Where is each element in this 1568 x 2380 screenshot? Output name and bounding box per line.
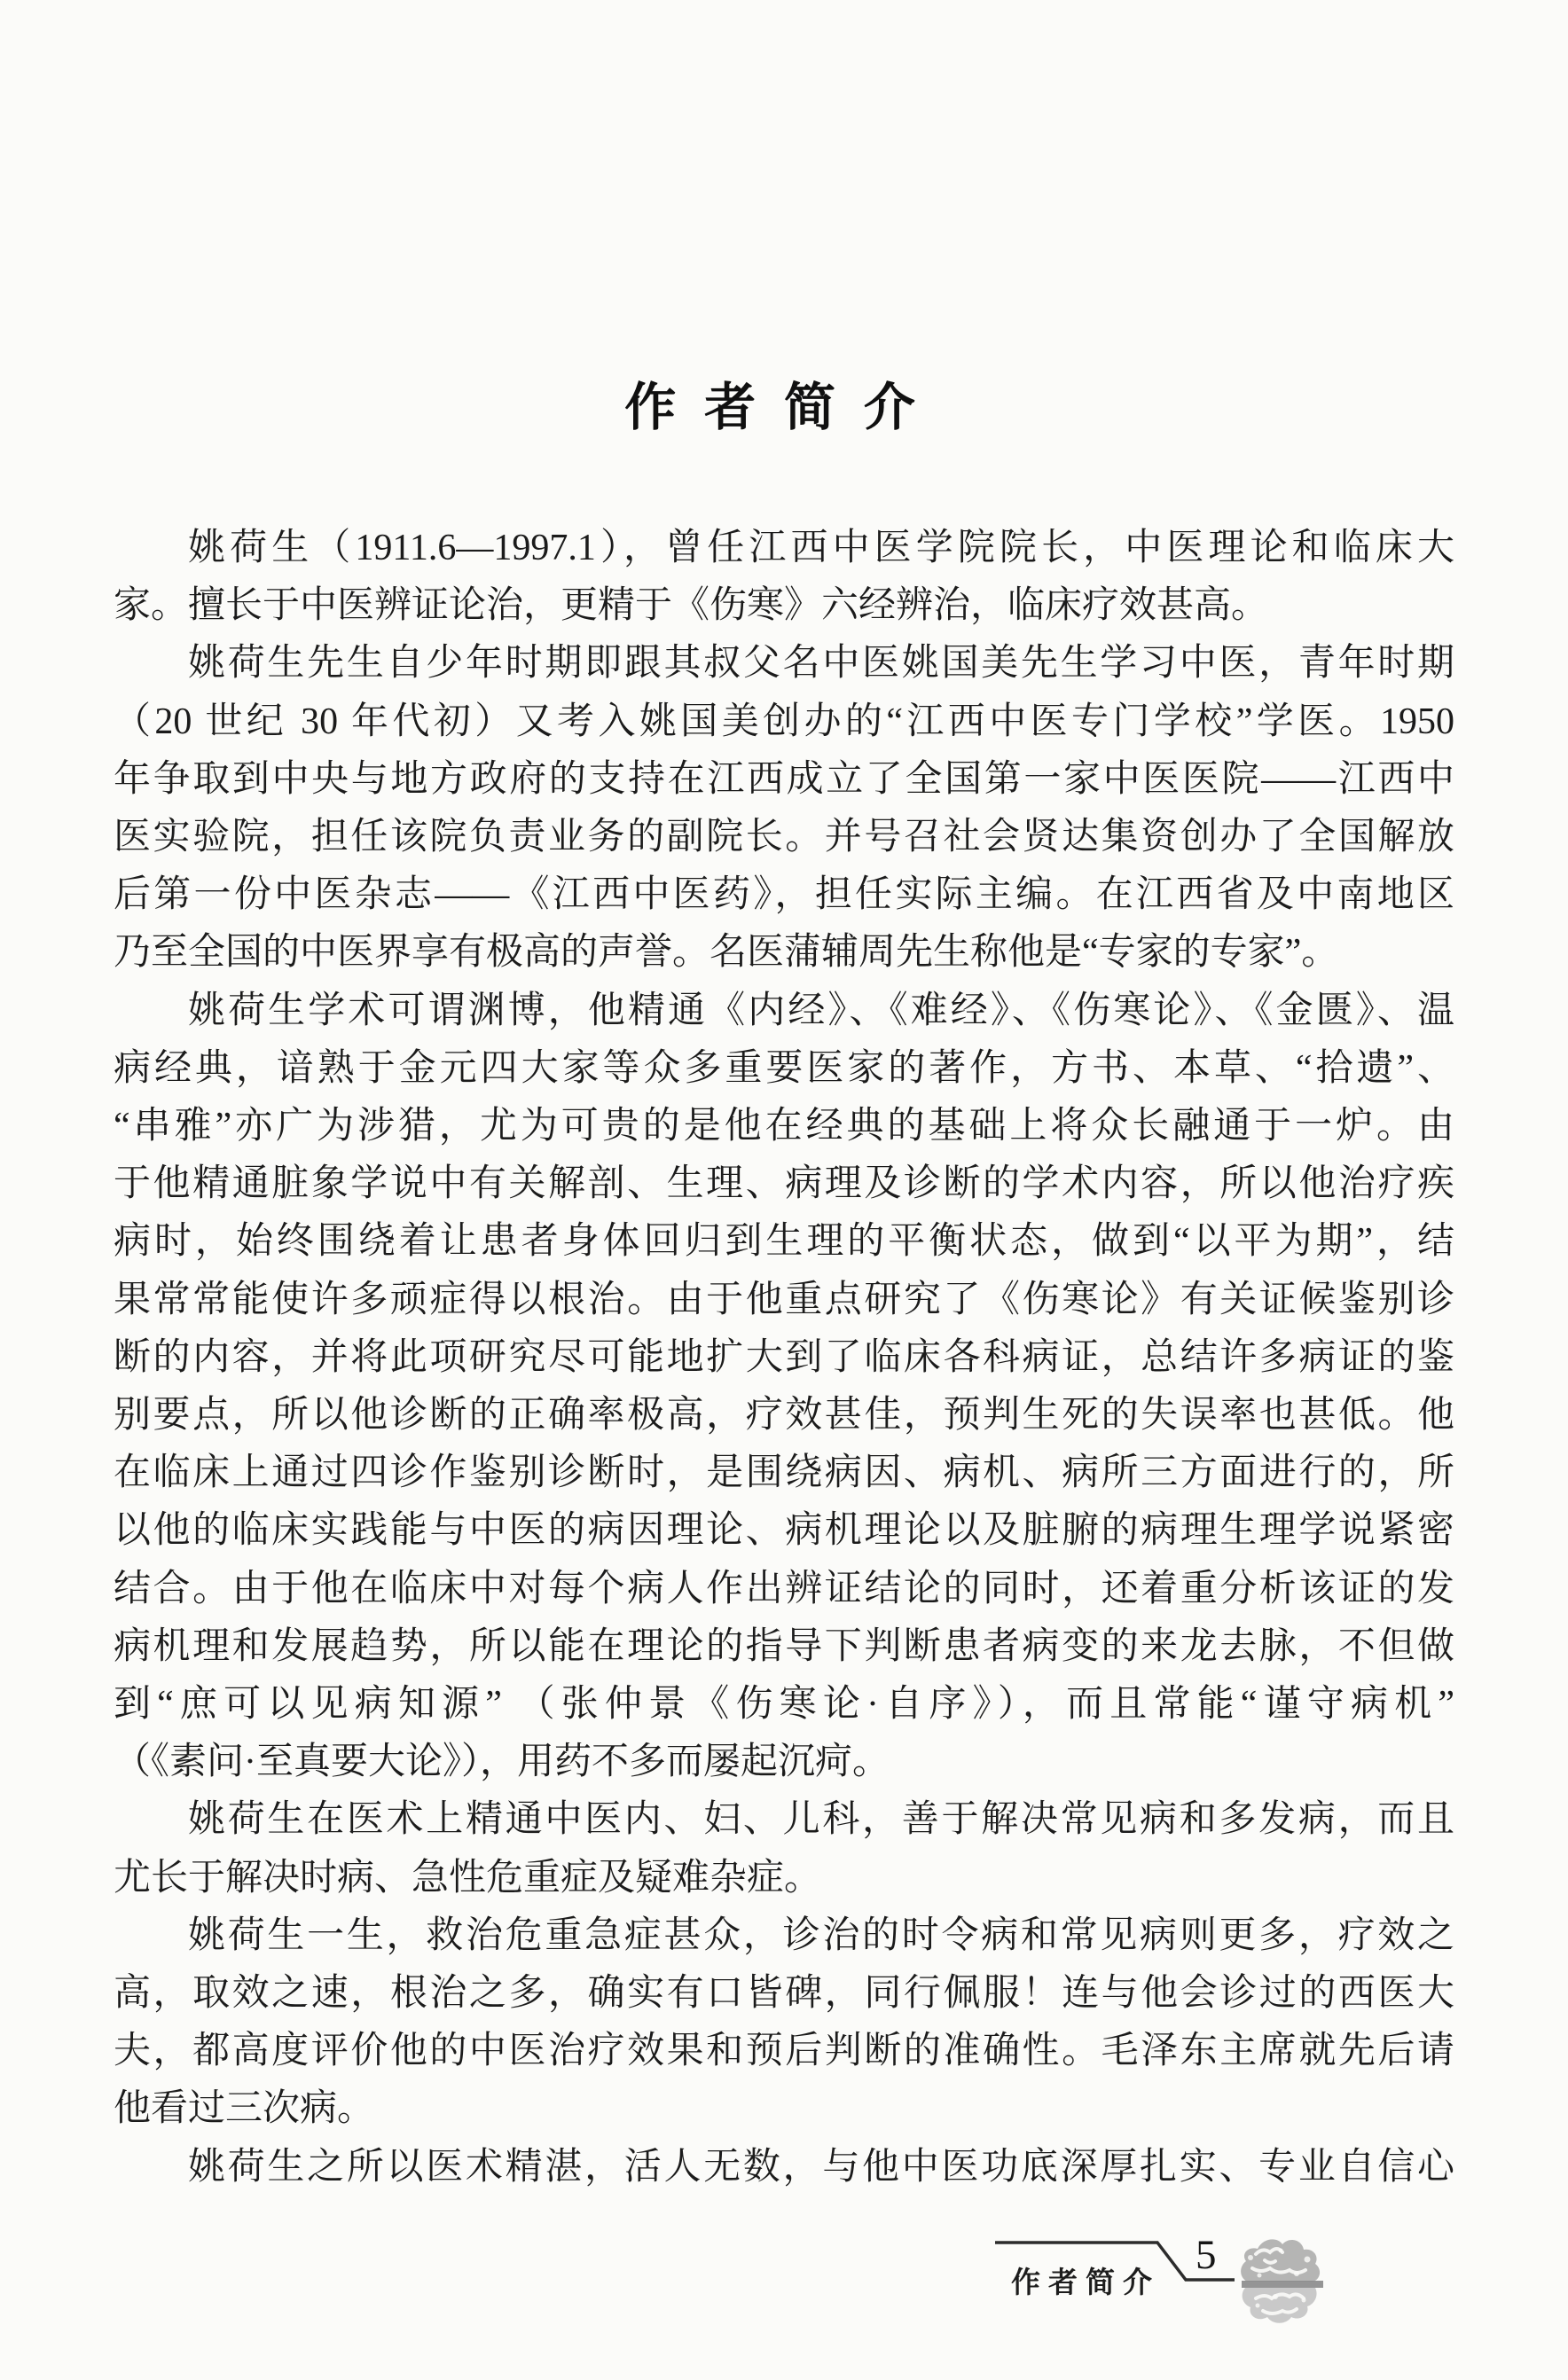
text-line: 果常常能使许多顽症得以根治。由于他重点研究了《伤寒论》有关证候鉴别诊 [114, 1279, 1454, 1320]
body-text [114, 520, 1454, 2196]
text-line: （《素问·至真要大论》），用药不多而屡起沉疴。 [114, 1742, 890, 1783]
text-line: 以他的临床实践能与中医的病因理论、病机理论以及脏腑的病理生理学说紧密 [114, 1510, 1454, 1552]
text-line: 姚荷生在医术上精通中医内、妇、儿科，善于解决常见病和多发病，而且 [188, 1799, 1454, 1841]
text-line: 夫，都高度评价他的中医治疗效果和预后判断的准确性。毛泽东主席就先后请 [114, 2031, 1454, 2072]
text-line: 后第一份中医杂志——《江西中医药》，担任实际主编。在江西省及中南地区 [114, 874, 1454, 916]
text-line: 年争取到中央与地方政府的支持在江西成立了全国第一家中医医院——江西中 [114, 758, 1454, 800]
text-line: 姚荷生学术可谓渊博，他精通《内经》、《难经》、《伤寒论》、《金匮》、温 [188, 990, 1454, 1031]
text-line: 姚荷生之所以医术精湛，活人无数，与他中医功底深厚扎实、专业自信心 [188, 2146, 1454, 2188]
text-line: 病经典，谙熟于金元四大家等众多重要医家的著作，方书、本草、“拾遗”、 [114, 1047, 1454, 1089]
text-line: 乃至全国的中医界享有极高的声誉。名医蒲辅周先生称他是“专家的专家”。 [114, 932, 1339, 974]
text-line: 病机理和发展趋势，所以能在理论的指导下判断患者病变的来龙去脉，不但做 [114, 1625, 1454, 1667]
text-line: 于他精通脏象学说中有关解剖、生理、病理及诊断的学术内容，所以他治疗疾 [114, 1163, 1454, 1205]
page-number: 5 [1196, 2232, 1217, 2278]
text-line: “串雅”亦广为涉猎，尤为可贵的是他在经典的基础上将众长融通于一炉。由 [114, 1106, 1454, 1147]
text-line: 尤长于解决时病、急性危重症及疑难杂症。 [114, 1857, 822, 1899]
page-title: 作者简介 [624, 379, 944, 436]
decorative-stamp-image [1229, 2231, 1329, 2330]
text-line: 高，取效之速，根治之多，确实有口皆碑，同行佩服！连与他会诊过的西医大 [114, 1973, 1454, 2015]
text-line: 别要点，所以他诊断的正确率极高，疗效甚佳，预判生死的失误率也甚低。他 [114, 1395, 1454, 1437]
text-line: 家。擅长于中医辨证论治，更精于《伤寒》六经辨治，临床疗效甚高。 [114, 585, 1269, 627]
text-line: 到“庶可以见病知源” （张仲景《伤寒论·自序》），而且常能“谨守病机” [114, 1684, 1454, 1726]
text-line: 姚荷生（1911.6—1997.1），曾任江西中医学院院长，中医理论和临床大 [188, 528, 1454, 568]
text-line: （20 世纪 30 年代初）又考入姚国美创办的“江西中医专门学校”学医。1950 [114, 701, 1454, 742]
text-line: 病时，始终围绕着让患者身体回归到生理的平衡状态，做到“以平为期”，结 [114, 1221, 1454, 1263]
text-line: 结合。由于他在临床中对每个病人作出辨证结论的同时，还着重分析该证的发 [114, 1568, 1454, 1609]
text-line: 姚荷生先生自少年时期即跟其叔父名中医姚国美先生学习中医，青年时期 [188, 643, 1454, 685]
text-line: 他看过三次病。 [114, 2088, 375, 2130]
text-line: 医实验院，担任该院负责业务的副院长。并号召社会贤达集资创办了全国解放 [114, 817, 1454, 858]
text-line: 断的内容，并将此项研究尽可能地扩大到了临床各科病证，总结许多病证的鉴 [114, 1336, 1454, 1378]
footer-section-label: 作者简介 [1011, 2266, 1160, 2298]
text-line: 在临床上通过四诊作鉴别诊断时，是围绕病因、病机、病所三方面进行的，所 [114, 1452, 1454, 1494]
text-line: 姚荷生一生，救治危重急症甚众，诊治的时令病和常见病则更多，疗效之 [188, 1914, 1454, 1956]
